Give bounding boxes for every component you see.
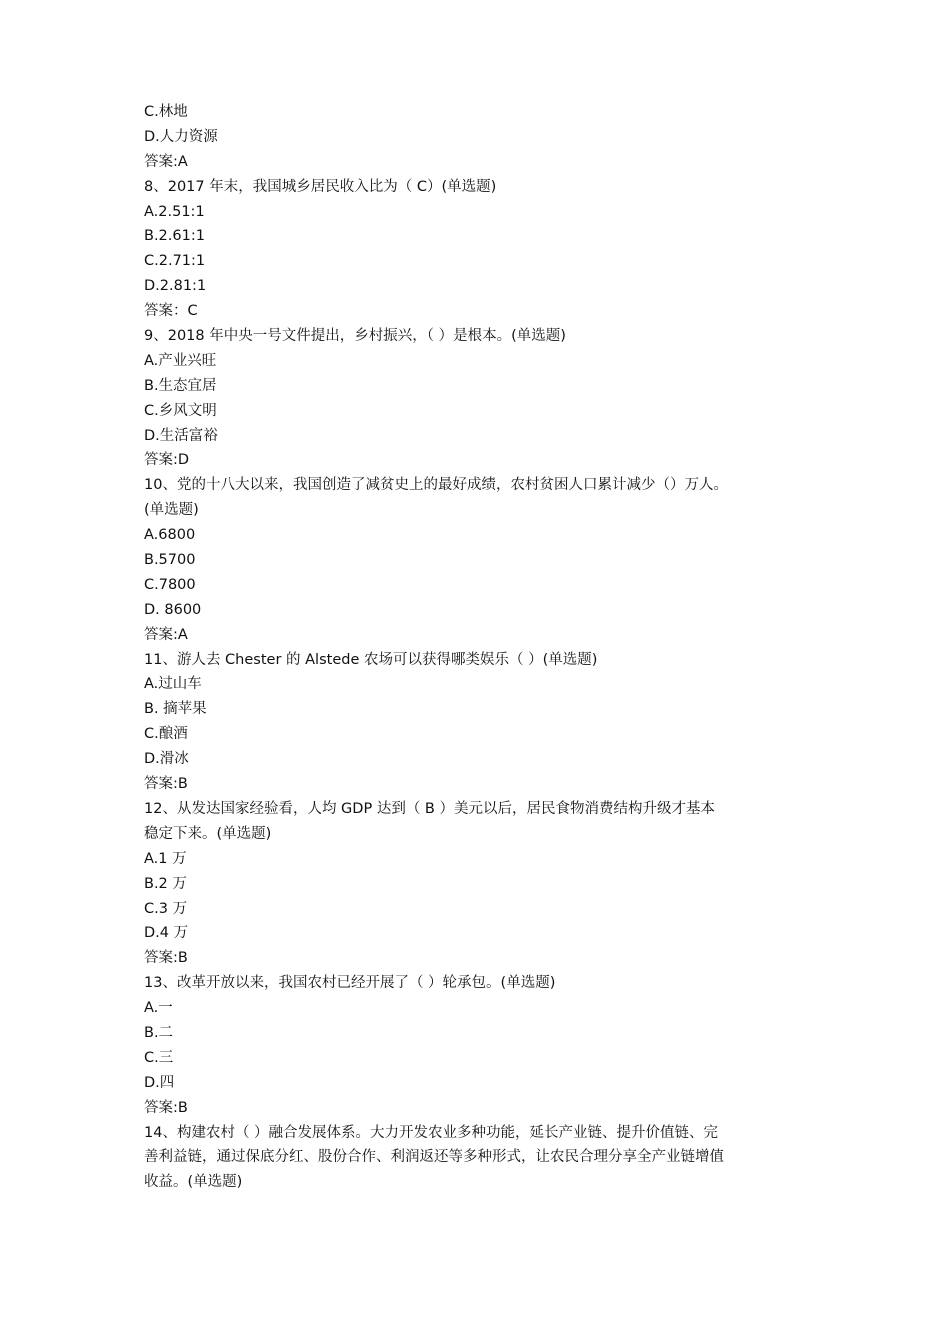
answer-line: 答案:A [144,626,188,643]
question-14-continued: 收益。(单选题) [144,1174,243,1191]
question-9: 9、2018 年中央一号文件提出，乡村振兴，（ ）是根本。(单选题) [144,328,566,345]
option-a: A.1 万 [144,850,187,867]
question-11: 11、游人去 Chester 的 Alstede 农场可以获得哪类娱乐（ ）(单选题) [144,651,598,668]
answer-line: 答案：C [144,303,198,320]
answer-line: 答案:A [144,153,188,170]
option-d: D.2.81:1 [144,278,207,295]
option-c: C.乡风文明 [144,402,217,419]
option-d: D. 8600 [144,601,202,618]
option-a: A.6800 [144,527,196,544]
question-14: 14、构建农村（ ）融合发展体系。大力开发农业多种功能，延长产业链、提升价值链、完 [144,1124,719,1141]
question-14-continued: 善利益链，通过保底分红、股份合作、利润返还等多种形式，让农民合理分享全产业链增值 [144,1149,724,1166]
question-13: 13、改革开放以来，我国农村已经开展了（ ）轮承包。(单选题) [144,975,556,992]
option-c: C.三 [144,1049,174,1066]
question-12: 12、从发达国家经验看，人均 GDP 达到（ B ）美元以后，居民食物消费结构升级才基本 [144,800,715,817]
option-b: B.2 万 [144,875,187,892]
option-c: C.2.71:1 [144,253,206,270]
question-8: 8、2017 年末，我国城乡居民收入比为（ C）(单选题) [144,178,497,195]
option-c: C.7800 [144,576,196,593]
option-a: A.一 [144,1000,173,1017]
question-10-continued: (单选题) [144,502,199,519]
option-d: D.生活富裕 [144,427,218,444]
option-c: C.3 万 [144,900,188,917]
answer-line: 答案:D [144,452,190,469]
option-b: B.5700 [144,552,196,569]
option-b: B.生态宜居 [144,377,217,394]
option-d: D.四 [144,1074,175,1091]
option-d: D.滑冰 [144,751,189,768]
option-d: D.人力资源 [144,128,218,145]
option-b: B. 摘苹果 [144,701,207,718]
document-page [144,100,814,1195]
option-c: C.林地 [144,104,188,120]
option-a: A.2.51:1 [144,203,205,220]
option-d: D.4 万 [144,925,189,942]
question-12-continued: 稳定下来。(单选题) [144,825,272,842]
answer-line: 答案:B [144,950,188,967]
option-a: A.过山车 [144,676,202,693]
question-10: 10、党的十八大以来，我国创造了减贫史上的最好成绩，农村贫困人口累计减少（）万人。 [144,477,728,494]
option-c: C.酿酒 [144,726,188,743]
answer-line: 答案:B [144,776,188,793]
answer-line: 答案:B [144,1099,188,1116]
option-b: B.2.61:1 [144,228,205,245]
option-a: A.产业兴旺 [144,352,217,369]
option-b: B.二 [144,1024,174,1041]
